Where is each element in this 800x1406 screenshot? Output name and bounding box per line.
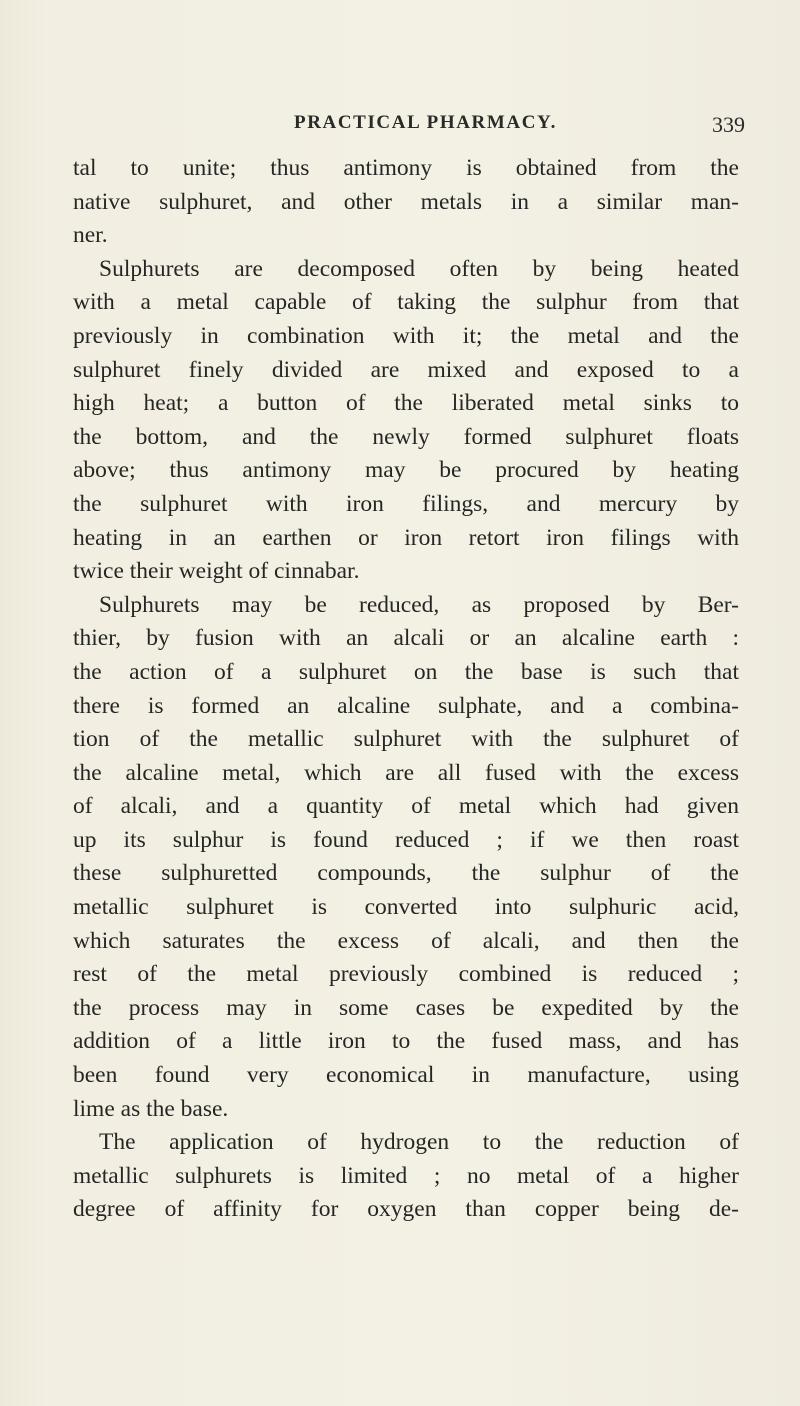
text-line: tion of the metallic sulphuret with the sulphuret of	[73, 726, 739, 753]
running-title: PRACTICAL PHARMACY.	[294, 112, 557, 133]
body-text	[73, 152, 739, 1227]
text-line: thier, by fusion with an alcali or an alcaline earth :	[73, 625, 739, 652]
text-line: native sulphuret, and other metals in a similar man-	[73, 188, 739, 215]
text-line: tal to unite; thus antimony is obtained from the	[73, 155, 739, 181]
text-line: above; thus antimony may be procured by heating	[73, 457, 739, 484]
text-line: the alcaline metal, which are all fused with the excess	[73, 759, 739, 786]
text-line: of alcali, and a quantity of metal which had given	[73, 793, 739, 820]
text-line: up its sulphur is found reduced ; if we then roast	[73, 826, 739, 853]
text-line: the bottom, and the newly formed sulphuret floats	[73, 423, 739, 450]
paragraph-first-line: Sulphurets are decomposed often by being heated	[99, 255, 739, 282]
text-line: rest of the metal previously combined is reduced ;	[73, 961, 739, 988]
paragraph-first-line: The application of hydrogen to the reduction of	[99, 1129, 739, 1156]
text-line: previously in combination with it; the metal and the	[73, 322, 739, 349]
text-line: the action of a sulphuret on the base is such that	[73, 658, 739, 685]
text-line: the sulphuret with iron filings, and mercury by	[73, 490, 739, 517]
text-line: been found very economical in manufacture, using	[73, 1062, 739, 1089]
text-line: twice their weight of cinnabar.	[73, 558, 360, 585]
text-line: addition of a little iron to the fused mass, and has	[73, 1028, 739, 1055]
text-line: metallic sulphuret is converted into sulphuric acid,	[73, 894, 739, 921]
text-line: these sulphuretted compounds, the sulphur of the	[73, 860, 739, 887]
text-line: there is formed an alcaline sulphate, and a combina-	[73, 692, 739, 719]
page-number: 339	[712, 112, 745, 137]
text-line: which saturates the excess of alcali, and then the	[73, 927, 739, 954]
page-header	[0, 112, 800, 142]
text-line: metallic sulphurets is limited ; no metal of a higher	[73, 1162, 739, 1189]
text-line: heating in an earthen or iron retort iron filings with	[73, 524, 739, 551]
text-line: lime as the base.	[73, 1095, 229, 1122]
text-line: high heat; a button of the liberated metal sinks to	[73, 390, 739, 417]
text-line: with a metal capable of taking the sulphur from that	[73, 289, 739, 316]
paragraph-first-line: Sulphurets may be reduced, as proposed by Ber-	[99, 591, 739, 618]
text-line: ner.	[73, 222, 108, 249]
text-line: degree of affinity for oxygen than copper being de-	[73, 1196, 739, 1223]
text-line: the process may in some cases be expedited by the	[73, 994, 739, 1021]
text-line: sulphuret finely divided are mixed and exposed to a	[73, 356, 739, 383]
